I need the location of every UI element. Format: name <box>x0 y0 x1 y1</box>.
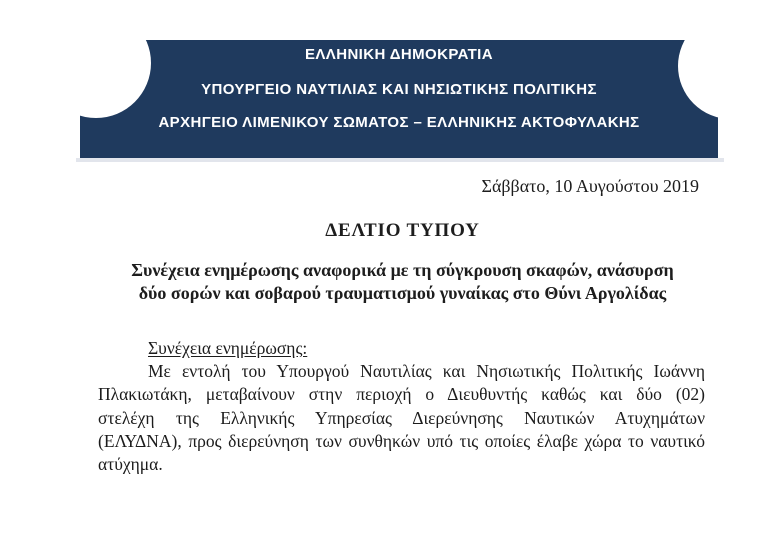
paragraph-line: ατύχημα. <box>98 454 163 475</box>
press-release-title: ΔΕΛΤΙΟ ΤΥΠΟΥ <box>325 220 480 241</box>
section-heading-text: Συνέχεια ενημέρωσης: <box>148 338 308 358</box>
subtitle-line: Συνέχεια ενημέρωσης αναφορικά με τη σύγκρουση σκαφών, ανάσυρση <box>131 260 674 280</box>
emblem-cutout-right-circle <box>678 13 768 119</box>
date-line: Σάββατο, 10 Αυγούστου 2019 <box>481 176 699 196</box>
paragraph-line: Με εντολή του Υπουργού Ναυτιλίας και Νησιωτικής Πολιτικής Ιωάννη <box>148 361 705 382</box>
paragraph-line: στελέχη της Ελληνικής Υπηρεσίας Διερεύνησης Ναυτικών Ατυχημάτων <box>98 407 705 428</box>
paragraph-line: Πλακιωτάκη, μεταβαίνουν στην περιοχή ο Διευθυντής καθώς και δύο (02) <box>98 384 705 405</box>
banner-line-republic: ΕΛΛΗΝΙΚΗ ΔΗΜΟΚΡΑΤΙΑ <box>305 46 493 63</box>
banner-line-coastguard: ΑΡΧΗΓΕΙΟ ΛΙΜΕΝΙΚΟΥ ΣΩΜΑΤΟΣ – ΕΛΛΗΝΙΚΗΣ ΑΚΤΟΦΥΛΑΚΗΣ <box>158 114 640 131</box>
paragraph-line: (ΕΛΥΔΝΑ), προς διερεύνηση των συνθηκών υπό τις οποίες έλαβε χώρα το ναυτικό <box>98 430 705 451</box>
press-release-subtitle <box>100 259 705 305</box>
subtitle-line: δύο σορών και σοβαρού τραυματισμού γυναίκας στο Θύνι Αργολίδας <box>138 283 667 303</box>
emblem-cutout-left-circle <box>41 8 151 118</box>
section-heading <box>98 337 705 360</box>
banner-shadow-line <box>76 158 724 162</box>
letterhead-banner <box>80 40 718 158</box>
banner-line-ministry: ΥΠΟΥΡΓΕΙΟ ΝΑΥΤΙΛΙΑΣ ΚΑΙ ΝΗΣΙΩΤΙΚΗΣ ΠΟΛΙΤΙΚΗΣ <box>201 81 597 98</box>
body-text-block <box>98 337 705 476</box>
